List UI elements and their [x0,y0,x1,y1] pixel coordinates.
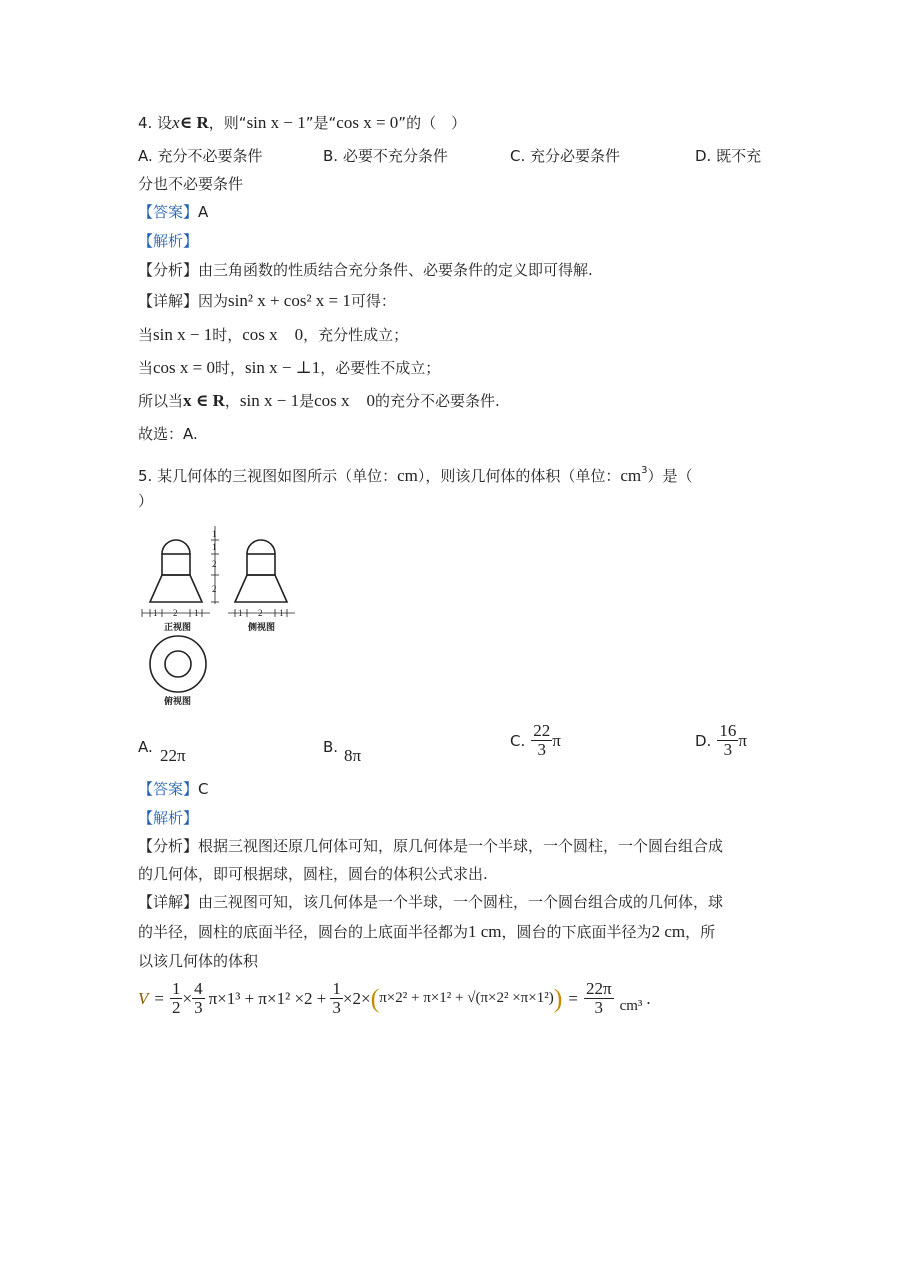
q5-fenxi-1: 【分析】根据三视图还原几何体可知，原几何体是一个半球，一个圆柱，一个圆台组合成 [138,837,724,855]
front-view-label: 正视图 [164,623,192,633]
three-view-drawing [140,520,310,710]
three-view-figure [140,520,310,714]
q5-answer: 【答案】C [138,780,209,798]
side-cylinder [247,554,275,575]
q4-detail: 【详解】因为sin² x + cos² x = 1可得： [138,291,396,310]
top-view-label: 俯视图 [164,697,192,707]
q4-option-c: C. 充分必要条件 [510,147,621,165]
dim-h-1: 1 [153,608,158,618]
dim-v-4: 2 [212,584,217,594]
dim-h-2: 2 [173,608,178,618]
q5-stem: 5. 某几何体的三视图如图所示（单位：cm），则该几何体的体积（单位：$cm^3$）是（ [138,465,693,485]
volume-formula: V = $\frac{1}{2}$ × $\frac{4}{3}$ π×1³ + π×1² ×2 + $\frac{1}{3}$ ×2× ( π×2² + π×1² + √(π×2² ×π×1²) ) = $\frac{22\pi}{3}$ cm³ . [138,979,651,1017]
front-frustum [150,575,202,602]
dim-h-3: 1 [194,608,199,618]
q5-detail-2: 的半径，圆柱的底面半径，圆台的上底面半径都为1 cm，圆台的下底面半径为2 cm，所 [138,922,716,941]
q4-option-d: D. 既不充 [695,147,762,165]
front-cylinder [162,554,190,575]
q5-detail-3: 以该几何体的体积 [138,952,259,970]
side-frustum [235,575,287,602]
dim-v-2: 1 [212,542,217,552]
front-hemisphere [162,540,190,554]
q5-option-b: B. [323,738,339,756]
q5-option-b-value: 8π [344,746,362,765]
top-outer-circle [150,636,206,692]
dim-v-1: 1 [212,529,217,539]
q4-choose: 故选：A. [138,425,198,443]
q4-option-a: A. 充分不必要条件 [138,147,263,165]
q4-stem: 4. 设x∈ R，则“sin x − 1”是“cos x = 0”的（ ） [138,113,467,132]
q5-analysis-tag: 【解析】 [138,809,199,827]
q5-option-c: C. $\frac{22}{3}$ π [510,721,561,759]
q4-line-1: 当sin x − 1时，cos x 0，充分性成立； [138,325,409,344]
dim-v-3: 2 [212,559,217,569]
q5-option-d: D. $\frac{16}{3}$ π [695,721,747,759]
q4-answer: 【答案】A [138,203,209,221]
side-view-label: 侧视图 [248,623,276,633]
dim-h-5: 2 [258,608,263,618]
q4-option-d-cont: 分也不必要条件 [138,175,244,193]
q4-line-3: 所以当x ∈ R，sin x − 1是cos x 0的充分不必要条件. [138,391,500,410]
dim-h-4: 1 [238,608,243,618]
q5-option-a-value: 22π [160,746,186,765]
q5-stem-cont: ） [138,492,154,510]
q4-number: 4. [138,114,153,132]
side-hemisphere [247,540,275,554]
top-inner-circle [165,651,191,677]
dim-h-6: 1 [279,608,284,618]
q4-analysis-tag: 【解析】 [138,232,199,250]
q5-fenxi-2: 的几何体，即可根据球，圆柱，圆台的体积公式求出. [138,865,488,883]
q4-line-2: 当cos x = 0时，sin x − ⊥1，必要性不成立； [138,358,441,377]
q5-detail-1: 【详解】由三视图可知，该几何体是一个半球，一个圆柱，一个圆台组合成的几何体，球 [138,893,724,911]
q4-option-b: B. 必要不充分条件 [323,147,448,165]
q4-fenxi: 【分析】由三角函数的性质结合充分条件、必要条件的定义即可得解. [138,261,593,279]
q5-option-a: A. [138,738,153,756]
